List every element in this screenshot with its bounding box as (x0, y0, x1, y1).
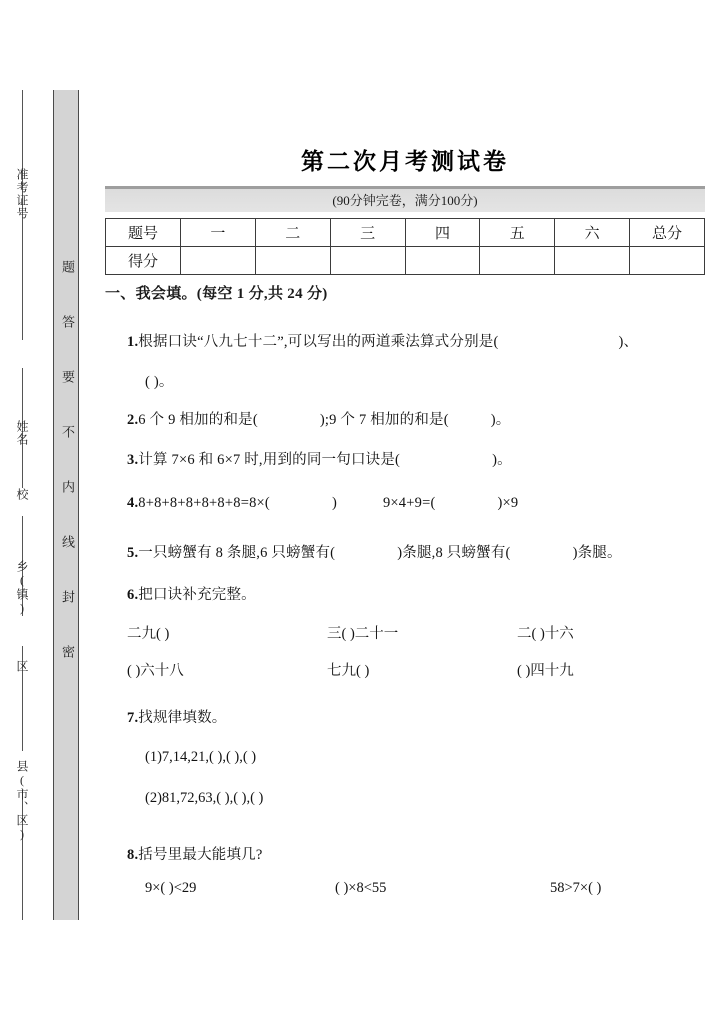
question-7-prompt: 找规律填数。 (138, 710, 227, 726)
inequality-blank-2[interactable]: ( )×8<55 (335, 880, 387, 896)
question-4-part-d: )×9 (497, 495, 519, 511)
question-6-prompt: 把口诀补充完整。 (138, 587, 256, 603)
question-7-number: 7. (127, 710, 139, 726)
section-heading-fill-in-blanks: 一、我会填。(每空 1 分,共 24 分) (105, 286, 328, 302)
page-title: 第二次月考测试卷 (301, 148, 509, 175)
question-8-number: 8. (127, 847, 139, 863)
subtitle-bar (105, 186, 705, 212)
seal-band (53, 90, 79, 920)
seal-label-school: 校 (15, 488, 29, 501)
score-table-col-3: 三 (330, 219, 405, 247)
score-table-col-5: 五 (480, 219, 555, 247)
seal-label-name: 姓名 (15, 420, 29, 446)
question-3 (127, 448, 512, 469)
rhyme-blank-5[interactable]: 七九( ) (327, 663, 370, 679)
question-2-number: 2. (127, 412, 139, 428)
question-5-part-b: )条腿,8 只螃蟹有( (397, 545, 511, 561)
inequality-blank-1[interactable]: 9×( )<29 (145, 880, 197, 896)
question-5-number: 5. (127, 545, 139, 561)
seal-label-township: 乡(镇) (15, 560, 29, 616)
question-6-title (127, 583, 256, 604)
question-1-tail: )、 (618, 334, 639, 350)
question-5 (127, 541, 622, 562)
seal-label-county: 县(市、区) (15, 760, 29, 842)
question-2-part-c: )。 (490, 412, 511, 428)
table-row (106, 219, 705, 247)
score-cell-4[interactable] (405, 247, 480, 275)
question-2-part-a: 6 个 9 相加的和是( (138, 412, 258, 428)
rhyme-blank-2[interactable]: 三( )二十一 (327, 626, 399, 642)
question-4 (127, 495, 518, 512)
question-4-number: 4. (127, 495, 139, 511)
score-cell-6[interactable] (555, 247, 630, 275)
score-cell-5[interactable] (480, 247, 555, 275)
score-table-col-1: 一 (181, 219, 256, 247)
score-table (105, 218, 705, 275)
question-1-line-1 (127, 330, 638, 351)
question-7-item-1[interactable]: (1)7,14,21,( ),( ),( ) (145, 749, 257, 765)
score-cell-1[interactable] (181, 247, 256, 275)
rhyme-blank-6[interactable]: ( )四十九 (517, 663, 574, 679)
seal-line-sidebar (0, 0, 100, 1024)
score-table-col-total: 总分 (630, 219, 705, 247)
exam-paper-body (105, 0, 705, 1024)
question-1-line-2: ( )。 (145, 374, 174, 390)
score-cell-3[interactable] (330, 247, 405, 275)
question-4-part-c: 9×4+9=( (382, 495, 436, 511)
question-3-part-a: 计算 7×6 和 6×7 时,用到的同一句口诀是( (138, 452, 401, 468)
score-table-col-6: 六 (555, 219, 630, 247)
question-3-number: 3. (127, 452, 139, 468)
question-4-part-b: ) (331, 495, 337, 511)
rhyme-blank-3[interactable]: 二( )十六 (517, 626, 574, 642)
question-3-part-b: )。 (492, 452, 512, 468)
score-table-row-label: 得分 (106, 247, 181, 275)
question-5-part-a: 一只螃蟹有 8 条腿,6 只螃蟹有( (138, 545, 336, 561)
question-5-part-c: )条腿。 (572, 545, 622, 561)
question-6-row-2 (127, 659, 687, 680)
question-6-number: 6. (127, 587, 139, 603)
question-1-text: 根据口诀“八九七十二”,可以写出的两道乘法算式分别是( (138, 334, 499, 350)
seal-label-district: 区 (15, 660, 29, 673)
seal-label-admission-number: 准考证号 (15, 168, 29, 220)
question-8-row (145, 880, 690, 897)
question-1-number: 1. (127, 334, 139, 350)
question-2-part-b: );9 个 7 相加的和是( (319, 412, 449, 428)
rhyme-blank-4[interactable]: ( )六十八 (127, 663, 184, 679)
table-row (106, 247, 705, 275)
question-8-title (127, 843, 263, 864)
exam-duration-and-total: (90分钟完卷，满分100分) (332, 193, 478, 208)
score-table-col-2: 二 (255, 219, 330, 247)
score-table-col-4: 四 (405, 219, 480, 247)
seal-band-text: 题答要不内线封密 (60, 260, 75, 700)
score-cell-2[interactable] (255, 247, 330, 275)
question-4-part-a: 8+8+8+8+8+8+8=8×( (138, 495, 270, 511)
score-cell-total[interactable] (630, 247, 705, 275)
inequality-blank-3[interactable]: 58>7×( ) (550, 880, 602, 896)
question-8-prompt: 括号里最大能填几? (138, 847, 263, 863)
question-7-title (127, 706, 226, 727)
question-6-row-1 (127, 622, 687, 643)
rhyme-blank-1[interactable]: 二九( ) (127, 626, 170, 642)
score-table-row-label: 题号 (106, 219, 181, 247)
question-7-item-2[interactable]: (2)81,72,63,( ),( ),( ) (145, 790, 264, 806)
question-2 (127, 408, 511, 429)
